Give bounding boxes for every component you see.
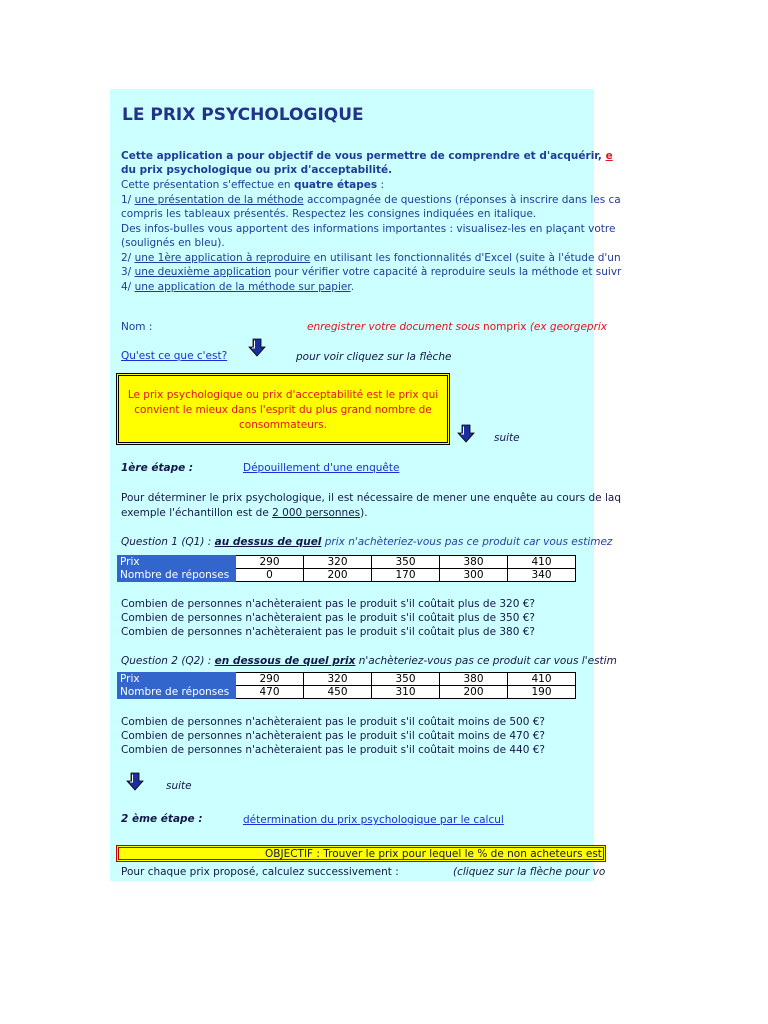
- final-hint: (cliquez sur la flèche pour vo: [453, 866, 606, 878]
- step-1-link[interactable]: une présentation de la méthode: [134, 194, 304, 206]
- intro-line-1: [121, 149, 613, 164]
- page-title: LE PRIX PSYCHOLOGIQUE: [122, 105, 364, 125]
- question-2-sub-1: Combien de personnes n'achèteraient pas le produit s'il coûtait moins de 500 €?: [121, 716, 545, 728]
- objective-box: [116, 845, 606, 862]
- step-3-number: 3/: [121, 266, 132, 278]
- etape-2-label: 2 ème étape :: [121, 813, 203, 825]
- etape-1-para-2-pre: exemple l'échantillon est de: [121, 507, 273, 519]
- etape-1-link[interactable]: Dépouillement d'une enquête: [243, 462, 400, 474]
- question-1-sub-1: Combien de personnes n'achèteraient pas le produit s'il coûtait plus de 320 €?: [121, 598, 536, 610]
- table-header-responses: Nombre de réponses: [118, 569, 236, 582]
- infobulles-line-2: (soulignés en bleu).: [121, 237, 225, 249]
- what-is-it-link[interactable]: Qu'est ce que c'est?: [121, 350, 228, 362]
- step-1-number: 1/: [121, 194, 132, 206]
- table-header-responses: Nombre de réponses: [118, 686, 236, 699]
- table-cell[interactable]: 190: [508, 686, 576, 699]
- question-1-table: [117, 555, 576, 582]
- table-cell[interactable]: 380: [440, 556, 508, 569]
- step-1-text: accompagnée de questions (réponses à inscrire dans les ca: [303, 194, 621, 206]
- table-row: [118, 556, 576, 569]
- nom-instruction-text: enregistrer votre document sous: [307, 321, 480, 333]
- table-cell[interactable]: 410: [508, 556, 576, 569]
- table-cell[interactable]: 340: [508, 569, 576, 582]
- step-1: [121, 193, 621, 208]
- intro-line-1-tail: e: [605, 150, 613, 162]
- question-2: [121, 654, 617, 669]
- nom-label: Nom :: [121, 321, 153, 333]
- table-cell[interactable]: 200: [304, 569, 372, 582]
- down-arrow-icon[interactable]: [455, 423, 477, 445]
- table-cell[interactable]: 350: [372, 673, 440, 686]
- etape-1-para-2: [121, 506, 368, 521]
- definition-box: [116, 373, 450, 445]
- table-cell[interactable]: 290: [236, 556, 304, 569]
- intro-line-1-text: Cette application a pour objectif de vous permettre de comprendre et d'acquérir,: [121, 150, 602, 162]
- intro-line-3-post: :: [377, 179, 384, 191]
- nom-prix-filename: nomprix: [479, 321, 530, 333]
- table-row: [118, 686, 576, 699]
- spreadsheet-area: [110, 89, 622, 881]
- table-cell[interactable]: 200: [440, 686, 508, 699]
- infobulles-line-1: Des infos-bulles vous apportent des informations importantes : visualisez-les en plaçant votre: [121, 223, 616, 235]
- table-header-prix: Prix: [118, 673, 236, 686]
- step-1-line-2: compris les tableaux présentés. Respectez les consignes indiquées en italique.: [121, 208, 537, 220]
- suite-label-2: suite: [166, 780, 192, 792]
- etape-1-para-1: Pour déterminer le prix psychologique, il est nécessaire de mener une enquête au cours de laq: [121, 492, 621, 504]
- question-1-rest: prix n'achèteriez-vous pas ce produit car vous estimez: [321, 536, 613, 548]
- table-header-prix: Prix: [118, 556, 236, 569]
- etape-1-label: 1ère étape :: [121, 462, 194, 474]
- intro-line-3-pre: Cette présentation s'effectue en: [121, 179, 294, 191]
- what-is-it-hint: pour voir cliquez sur la flèche: [296, 351, 452, 363]
- intro-line-3: [121, 178, 384, 193]
- table-cell[interactable]: 410: [508, 673, 576, 686]
- down-arrow-icon[interactable]: [246, 337, 268, 359]
- table-cell[interactable]: 380: [440, 673, 508, 686]
- table-cell[interactable]: 310: [372, 686, 440, 699]
- step-2-text: en utilisant les fonctionnalités d'Excel (suite à l'étude d'un: [310, 252, 621, 264]
- question-2-label: Question 2 (Q2) :: [121, 655, 215, 667]
- question-1-label: Question 1 (Q1) :: [121, 536, 215, 548]
- step-2-link[interactable]: une 1ère application à reproduire: [134, 252, 311, 264]
- nom-instruction: [307, 320, 607, 335]
- step-4-text: .: [350, 281, 355, 293]
- down-arrow-icon[interactable]: [124, 771, 146, 793]
- step-4-link[interactable]: une application de la méthode sur papier: [134, 281, 351, 293]
- table-cell[interactable]: 170: [372, 569, 440, 582]
- question-2-sub-3: Combien de personnes n'achèteraient pas le produit s'il coûtait moins de 440 €?: [121, 744, 545, 756]
- question-2-bold: en dessous de quel prix: [214, 655, 356, 667]
- step-4-number: 4/: [121, 281, 132, 293]
- table-cell[interactable]: 450: [304, 686, 372, 699]
- definition-text: Le prix psychologique ou prix d'acceptabilité est le prix qui convient le mieux dans l'esprit du plus grand nombre de consommateurs.: [127, 389, 439, 431]
- sample-size: 2 000 personnes: [272, 507, 361, 519]
- question-2-sub-2: Combien de personnes n'achèteraient pas le produit s'il coûtait moins de 470 €?: [121, 730, 545, 742]
- final-instruction: Pour chaque prix proposé, calculez successivement :: [121, 866, 399, 878]
- question-2-table: [117, 672, 576, 699]
- table-cell[interactable]: 320: [304, 673, 372, 686]
- question-1-sub-3: Combien de personnes n'achèteraient pas le produit s'il coûtait plus de 380 €?: [121, 626, 536, 638]
- table-cell[interactable]: 350: [372, 556, 440, 569]
- step-2-number: 2/: [121, 252, 132, 264]
- table-cell[interactable]: 320: [304, 556, 372, 569]
- table-row: [118, 673, 576, 686]
- nom-example: (ex georgeprix: [529, 321, 608, 333]
- etape-1-para-2-post: ).: [360, 507, 368, 519]
- table-row: [118, 569, 576, 582]
- intro-line-3-bold: quatre étapes: [293, 179, 378, 191]
- table-cell[interactable]: 0: [236, 569, 304, 582]
- etape-2-link[interactable]: détermination du prix psychologique par le calcul: [243, 814, 504, 826]
- objective-text: OBJECTIF : Trouver le prix pour lequel le % de non acheteurs est: [265, 848, 602, 860]
- suite-label-1: suite: [494, 432, 520, 444]
- table-cell[interactable]: 290: [236, 673, 304, 686]
- step-3-link[interactable]: une deuxième application: [134, 266, 271, 278]
- table-cell[interactable]: 470: [236, 686, 304, 699]
- question-1-sub-2: Combien de personnes n'achèteraient pas le produit s'il coûtait plus de 350 €?: [121, 612, 536, 624]
- step-3-text: pour vérifier votre capacité à reproduire seuls la méthode et suivr: [271, 266, 622, 278]
- question-1-bold: au dessus de quel: [214, 536, 322, 548]
- table-cell[interactable]: 300: [440, 569, 508, 582]
- step-3: [121, 265, 621, 280]
- question-1: [121, 535, 612, 550]
- intro-line-2: du prix psychologique ou prix d'acceptabilité.: [121, 164, 393, 176]
- question-2-rest: n'achèteriez-vous pas ce produit car vous l'estim: [355, 655, 617, 667]
- step-2: [121, 251, 621, 266]
- step-4: [121, 280, 354, 295]
